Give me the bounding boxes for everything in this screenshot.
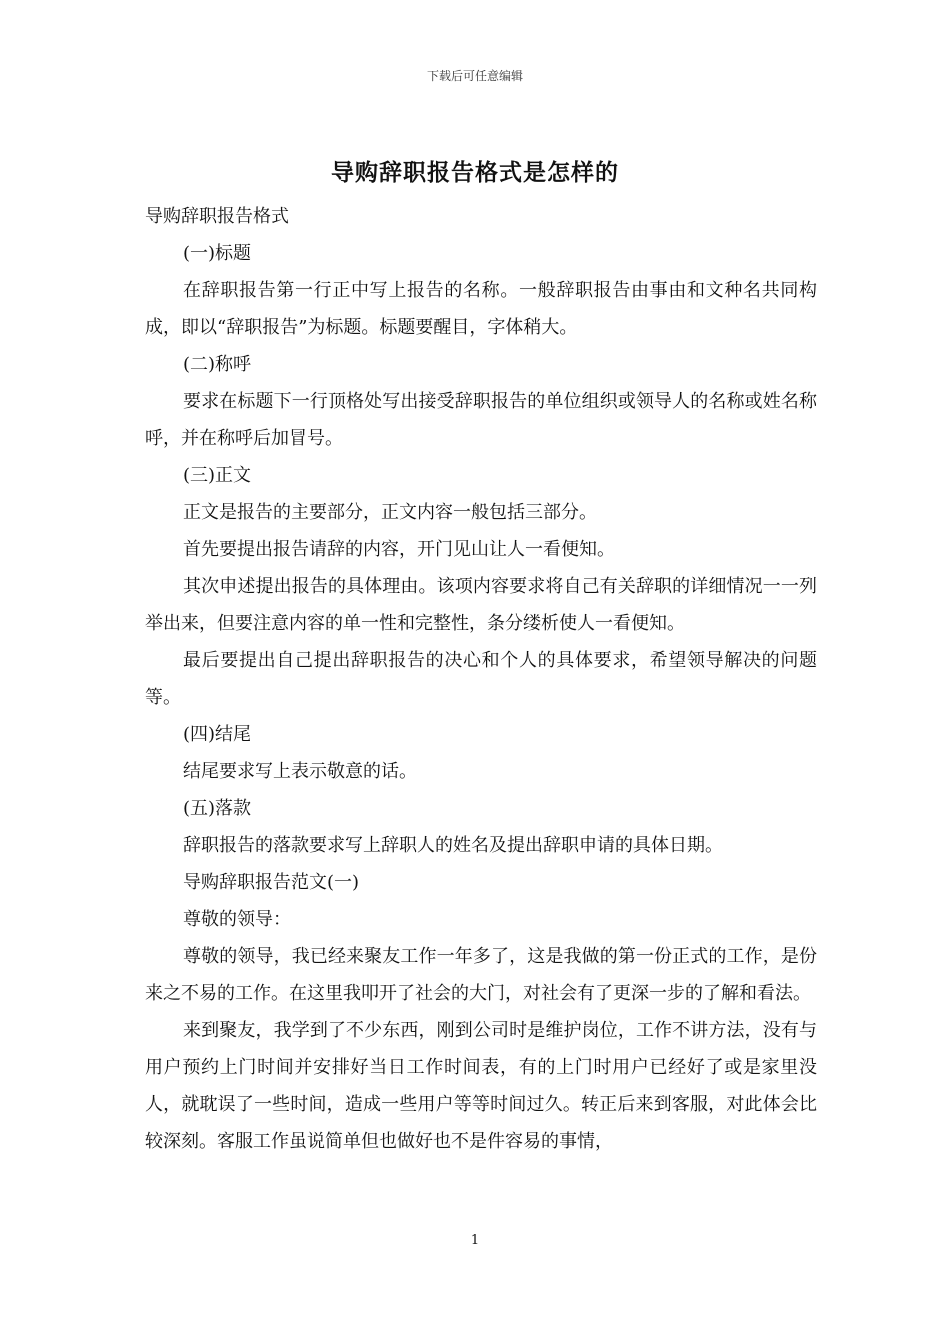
paragraph: 首先要提出报告请辞的内容，开门见山让人一看便知。 [183, 539, 615, 560]
page-number: 1 [470, 1233, 480, 1248]
paragraph: (五)落款 [183, 798, 252, 819]
paragraph: 结尾要求写上表示敬意的话。 [183, 761, 417, 782]
paragraph: (四)结尾 [183, 724, 252, 745]
paragraph: 导购辞职报告格式 [145, 206, 289, 227]
paragraph: 导购辞职报告范文(一) [183, 872, 360, 893]
paragraph: 最后要提出自己提出辞职报告的决心和个人的具体要求，希望领导解决的问题等。 [145, 650, 817, 708]
paragraph: 在辞职报告第一行正中写上报告的名称。一般辞职报告由事由和文种名共同构成，即以“辞职报告”为标题。标题要醒目，字体稍大。 [145, 280, 817, 338]
header-note: 下载后可任意编辑 [426, 69, 523, 83]
paragraph: 其次申述提出报告的具体理由。该项内容要求将自己有关辞职的详细情况一一列举出来，但要注意内容的单一性和完整性，条分缕析使人一看便知。 [145, 576, 817, 634]
paragraph: 辞职报告的落款要求写上辞职人的姓名及提出辞职申请的具体日期。 [183, 835, 723, 856]
paragraph: 尊敬的领导： [183, 909, 291, 930]
paragraph: 来到聚友，我学到了不少东西，刚到公司时是维护岗位，工作不讲方法，没有与用户预约上门时间并安排好当日工作时间表，有的上门时用户已经好了或是家里没人，就耽误了一些时间，造成一些用户等等时间过久。转正后来到客服，对此体会比较深刻。客服工作虽说简单但也做好也不是件容易的事情， [145, 1020, 817, 1152]
paragraph: 尊敬的领导，我已经来聚友工作一年多了，这是我做的第一份正式的工作，是份来之不易的工作。在这里我叩开了社会的大门，对社会有了更深一步的了解和看法。 [145, 946, 817, 1004]
document-title: 导购辞职报告格式是怎样的 [331, 160, 619, 186]
paragraph: (三)正文 [183, 465, 252, 486]
paragraph: (二)称呼 [183, 354, 252, 375]
paragraph: 正文是报告的主要部分，正文内容一般包括三部分。 [183, 502, 597, 523]
paragraph: 要求在标题下一行顶格处写出接受辞职报告的单位组织或领导人的名称或姓名称呼，并在称呼后加冒号。 [145, 391, 817, 449]
paragraph: (一)标题 [183, 243, 252, 264]
document-body [145, 198, 817, 1160]
